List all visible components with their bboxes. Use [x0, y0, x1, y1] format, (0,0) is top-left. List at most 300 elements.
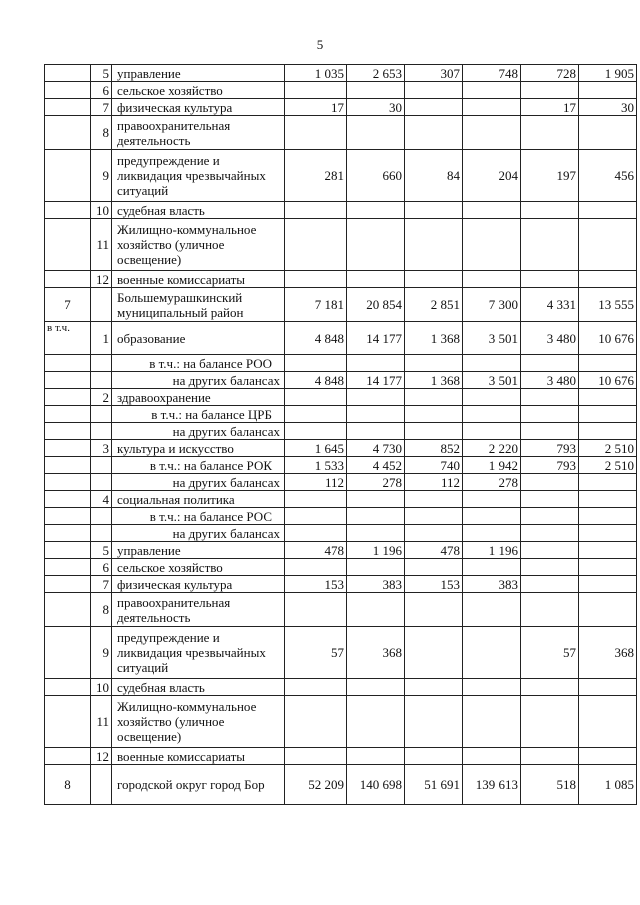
value-cell — [579, 491, 637, 508]
value-cell — [405, 99, 463, 116]
value-cell — [579, 559, 637, 576]
value-cell: 20 854 — [347, 288, 405, 322]
value-cell — [463, 559, 521, 576]
item-number-cell: 8 — [91, 116, 112, 150]
value-cell — [405, 219, 463, 271]
value-cell — [579, 116, 637, 150]
value-cell — [405, 423, 463, 440]
value-cell — [347, 116, 405, 150]
value-cell — [405, 627, 463, 679]
value-cell — [463, 679, 521, 696]
value-cell: 383 — [347, 576, 405, 593]
value-cell: 112 — [405, 474, 463, 491]
table-row — [45, 542, 637, 559]
table-row — [45, 65, 637, 82]
value-cell: 278 — [463, 474, 521, 491]
value-cell: 17 — [521, 99, 579, 116]
item-number-cell — [91, 423, 112, 440]
item-number-cell — [91, 372, 112, 389]
item-name-cell: в т.ч.: на балансе РОО — [112, 355, 285, 372]
row-number-cell — [45, 679, 91, 696]
value-cell: 4 848 — [285, 322, 347, 355]
value-cell — [521, 542, 579, 559]
value-cell — [463, 202, 521, 219]
value-cell: 112 — [285, 474, 347, 491]
item-name-cell: физическая культура — [112, 99, 285, 116]
table-row — [45, 406, 637, 423]
value-cell — [347, 219, 405, 271]
value-cell — [285, 491, 347, 508]
value-cell — [579, 525, 637, 542]
value-cell — [579, 423, 637, 440]
value-cell: 2 220 — [463, 440, 521, 457]
item-name-cell: на других балансах — [112, 474, 285, 491]
value-cell — [285, 593, 347, 627]
table-row — [45, 491, 637, 508]
row-number-cell — [45, 474, 91, 491]
value-cell — [405, 559, 463, 576]
item-name-cell: на других балансах — [112, 372, 285, 389]
value-cell — [347, 593, 405, 627]
value-cell — [579, 389, 637, 406]
value-cell: 728 — [521, 65, 579, 82]
value-cell — [285, 271, 347, 288]
value-cell: 478 — [285, 542, 347, 559]
item-number-cell: 12 — [91, 748, 112, 765]
table-row — [45, 765, 637, 805]
item-name-cell: предупреждение и ликвидация чрезвычайных ситуаций — [112, 627, 285, 679]
item-name-cell: сельское хозяйство — [112, 559, 285, 576]
row-number-cell — [45, 576, 91, 593]
row-number-cell — [45, 542, 91, 559]
value-cell: 4 331 — [521, 288, 579, 322]
value-cell: 1 645 — [285, 440, 347, 457]
value-cell — [405, 508, 463, 525]
value-cell — [463, 406, 521, 423]
value-cell — [521, 508, 579, 525]
row-number-cell — [45, 219, 91, 271]
table-row — [45, 202, 637, 219]
value-cell — [405, 491, 463, 508]
value-cell — [521, 679, 579, 696]
row-number-cell — [45, 593, 91, 627]
value-cell — [579, 748, 637, 765]
value-cell — [521, 406, 579, 423]
row-number-cell — [45, 406, 91, 423]
value-cell — [347, 491, 405, 508]
value-cell: 57 — [285, 627, 347, 679]
item-number-cell — [91, 355, 112, 372]
value-cell: 1 368 — [405, 322, 463, 355]
item-name-cell: военные комиссариаты — [112, 748, 285, 765]
value-cell: 139 613 — [463, 765, 521, 805]
value-cell — [579, 474, 637, 491]
item-number-cell — [91, 474, 112, 491]
value-cell — [521, 389, 579, 406]
value-cell: 84 — [405, 150, 463, 202]
item-number-cell: 2 — [91, 389, 112, 406]
row-number-cell: в т.ч. — [45, 322, 91, 355]
row-number-cell — [45, 748, 91, 765]
value-cell — [463, 219, 521, 271]
value-cell — [579, 679, 637, 696]
value-cell — [579, 82, 637, 99]
value-cell: 13 555 — [579, 288, 637, 322]
value-cell — [521, 219, 579, 271]
value-cell — [285, 679, 347, 696]
value-cell — [347, 202, 405, 219]
table-row — [45, 288, 637, 322]
row-number-cell — [45, 355, 91, 372]
row-number-cell — [45, 440, 91, 457]
value-cell: 197 — [521, 150, 579, 202]
row-number-cell — [45, 559, 91, 576]
value-cell — [347, 696, 405, 748]
item-number-cell: 7 — [91, 99, 112, 116]
value-cell — [347, 389, 405, 406]
table-row — [45, 440, 637, 457]
item-name-cell: в т.ч.: на балансе РОС — [112, 508, 285, 525]
value-cell: 140 698 — [347, 765, 405, 805]
value-cell — [579, 219, 637, 271]
item-name-cell: предупреждение и ликвидация чрезвычайных ситуаций — [112, 150, 285, 202]
value-cell — [579, 696, 637, 748]
value-cell: 1 942 — [463, 457, 521, 474]
value-cell — [405, 406, 463, 423]
row-number-cell — [45, 82, 91, 99]
value-cell: 281 — [285, 150, 347, 202]
item-number-cell — [91, 508, 112, 525]
row-number-cell — [45, 525, 91, 542]
value-cell — [521, 491, 579, 508]
item-name-cell: правоохранительная деятельность — [112, 116, 285, 150]
table-row — [45, 474, 637, 491]
row-number-cell: 8 — [45, 765, 91, 805]
value-cell — [347, 271, 405, 288]
value-cell: 4 848 — [285, 372, 347, 389]
item-name-cell: правоохранительная деятельность — [112, 593, 285, 627]
table-row — [45, 322, 637, 355]
value-cell — [347, 406, 405, 423]
value-cell — [405, 525, 463, 542]
value-cell — [347, 508, 405, 525]
item-number-cell: 3 — [91, 440, 112, 457]
value-cell: 7 181 — [285, 288, 347, 322]
value-cell — [285, 696, 347, 748]
value-cell — [463, 696, 521, 748]
value-cell: 660 — [347, 150, 405, 202]
value-cell — [405, 116, 463, 150]
value-cell — [579, 508, 637, 525]
value-cell: 1 905 — [579, 65, 637, 82]
value-cell: 793 — [521, 457, 579, 474]
value-cell: 3 480 — [521, 372, 579, 389]
table-row — [45, 696, 637, 748]
item-name-cell: на других балансах — [112, 423, 285, 440]
value-cell: 793 — [521, 440, 579, 457]
value-cell — [463, 508, 521, 525]
value-cell: 17 — [285, 99, 347, 116]
value-cell — [285, 116, 347, 150]
table-row — [45, 423, 637, 440]
value-cell: 14 177 — [347, 322, 405, 355]
item-number-cell: 1 — [91, 322, 112, 355]
value-cell — [579, 542, 637, 559]
value-cell — [347, 525, 405, 542]
table-row — [45, 559, 637, 576]
value-cell: 153 — [285, 576, 347, 593]
value-cell — [521, 474, 579, 491]
item-number-cell: 12 — [91, 271, 112, 288]
value-cell — [347, 355, 405, 372]
value-cell — [463, 116, 521, 150]
value-cell — [285, 219, 347, 271]
value-cell: 3 501 — [463, 322, 521, 355]
row-number-cell — [45, 150, 91, 202]
value-cell: 14 177 — [347, 372, 405, 389]
table-row — [45, 748, 637, 765]
value-cell: 30 — [579, 99, 637, 116]
row-number-cell — [45, 457, 91, 474]
value-cell — [347, 559, 405, 576]
row-number-cell — [45, 389, 91, 406]
item-name-cell: на других балансах — [112, 525, 285, 542]
table-row — [45, 150, 637, 202]
value-cell — [285, 355, 347, 372]
value-cell — [521, 423, 579, 440]
value-cell: 740 — [405, 457, 463, 474]
item-number-cell — [91, 525, 112, 542]
value-cell: 153 — [405, 576, 463, 593]
table-row — [45, 82, 637, 99]
table-body — [45, 65, 637, 805]
value-cell: 52 209 — [285, 765, 347, 805]
value-cell — [463, 271, 521, 288]
value-cell — [347, 679, 405, 696]
table-row — [45, 389, 637, 406]
value-cell — [285, 423, 347, 440]
item-name-cell: городской округ город Бор — [112, 765, 285, 805]
item-name-cell: Жилищно-коммунальное хозяйство (уличное освещение) — [112, 219, 285, 271]
value-cell: 368 — [579, 627, 637, 679]
value-cell — [285, 406, 347, 423]
value-cell — [285, 559, 347, 576]
value-cell — [405, 679, 463, 696]
value-cell — [347, 423, 405, 440]
value-cell: 1 035 — [285, 65, 347, 82]
value-cell: 2 510 — [579, 457, 637, 474]
value-cell: 4 452 — [347, 457, 405, 474]
value-cell — [405, 748, 463, 765]
value-cell — [405, 696, 463, 748]
value-cell: 3 501 — [463, 372, 521, 389]
item-number-cell — [91, 288, 112, 322]
value-cell — [521, 696, 579, 748]
value-cell — [285, 82, 347, 99]
value-cell: 2 510 — [579, 440, 637, 457]
value-cell — [521, 525, 579, 542]
value-cell: 57 — [521, 627, 579, 679]
value-cell: 278 — [347, 474, 405, 491]
row-number-cell — [45, 116, 91, 150]
row-number-cell — [45, 491, 91, 508]
item-number-cell: 7 — [91, 576, 112, 593]
value-cell — [285, 508, 347, 525]
value-cell — [463, 99, 521, 116]
row-number-cell — [45, 627, 91, 679]
value-cell: 368 — [347, 627, 405, 679]
value-cell: 478 — [405, 542, 463, 559]
value-cell — [521, 593, 579, 627]
value-cell: 10 676 — [579, 372, 637, 389]
row-number-cell — [45, 696, 91, 748]
value-cell: 1 368 — [405, 372, 463, 389]
value-cell: 1 196 — [463, 542, 521, 559]
value-cell — [463, 491, 521, 508]
value-cell — [579, 406, 637, 423]
item-number-cell: 6 — [91, 559, 112, 576]
item-number-cell: 5 — [91, 542, 112, 559]
value-cell — [521, 116, 579, 150]
item-name-cell: Большемурашкинский муниципальный район — [112, 288, 285, 322]
value-cell — [405, 593, 463, 627]
value-cell — [579, 271, 637, 288]
value-cell — [347, 748, 405, 765]
value-cell — [285, 748, 347, 765]
item-name-cell: социальная политика — [112, 491, 285, 508]
value-cell — [579, 355, 637, 372]
item-name-cell: сельское хозяйство — [112, 82, 285, 99]
item-name-cell: военные комиссариаты — [112, 271, 285, 288]
value-cell — [285, 525, 347, 542]
value-cell — [579, 593, 637, 627]
table-row — [45, 355, 637, 372]
value-cell — [463, 82, 521, 99]
item-name-cell: здравоохранение — [112, 389, 285, 406]
table-row — [45, 627, 637, 679]
value-cell: 383 — [463, 576, 521, 593]
value-cell: 7 300 — [463, 288, 521, 322]
row-number-cell — [45, 99, 91, 116]
table-row — [45, 508, 637, 525]
row-number-cell — [45, 372, 91, 389]
item-number-cell: 10 — [91, 202, 112, 219]
item-name-cell: судебная власть — [112, 679, 285, 696]
budget-table — [44, 64, 637, 805]
item-number-cell: 9 — [91, 627, 112, 679]
value-cell — [347, 82, 405, 99]
item-name-cell: образование — [112, 322, 285, 355]
item-number-cell: 6 — [91, 82, 112, 99]
table-row — [45, 271, 637, 288]
item-name-cell: управление — [112, 542, 285, 559]
row-number-cell — [45, 423, 91, 440]
item-name-cell: управление — [112, 65, 285, 82]
value-cell: 307 — [405, 65, 463, 82]
value-cell: 748 — [463, 65, 521, 82]
value-cell: 2 851 — [405, 288, 463, 322]
row-number-cell — [45, 202, 91, 219]
value-cell: 518 — [521, 765, 579, 805]
table-row — [45, 99, 637, 116]
value-cell: 2 653 — [347, 65, 405, 82]
item-name-cell: судебная власть — [112, 202, 285, 219]
row-number-cell — [45, 271, 91, 288]
item-name-cell: в т.ч.: на балансе ЦРБ — [112, 406, 285, 423]
value-cell — [405, 271, 463, 288]
item-number-cell — [91, 765, 112, 805]
value-cell — [521, 748, 579, 765]
value-cell — [463, 593, 521, 627]
value-cell: 1 085 — [579, 765, 637, 805]
item-name-cell: физическая культура — [112, 576, 285, 593]
value-cell — [521, 576, 579, 593]
item-name-cell: в т.ч.: на балансе РОК — [112, 457, 285, 474]
value-cell — [579, 202, 637, 219]
value-cell: 204 — [463, 150, 521, 202]
value-cell: 30 — [347, 99, 405, 116]
item-number-cell: 5 — [91, 65, 112, 82]
value-cell — [463, 525, 521, 542]
value-cell — [405, 202, 463, 219]
value-cell — [579, 576, 637, 593]
value-cell — [463, 748, 521, 765]
item-name-cell: культура и искусство — [112, 440, 285, 457]
item-number-cell: 4 — [91, 491, 112, 508]
value-cell: 1 533 — [285, 457, 347, 474]
value-cell: 1 196 — [347, 542, 405, 559]
value-cell — [521, 355, 579, 372]
table-row — [45, 116, 637, 150]
item-number-cell: 11 — [91, 696, 112, 748]
row-number-cell — [45, 508, 91, 525]
value-cell — [285, 389, 347, 406]
table-row — [45, 679, 637, 696]
value-cell: 4 730 — [347, 440, 405, 457]
value-cell — [405, 82, 463, 99]
value-cell — [463, 627, 521, 679]
item-number-cell: 10 — [91, 679, 112, 696]
table-row — [45, 457, 637, 474]
table-row — [45, 593, 637, 627]
item-name-cell: Жилищно-коммунальное хозяйство (уличное освещение) — [112, 696, 285, 748]
item-number-cell — [91, 406, 112, 423]
value-cell — [521, 271, 579, 288]
value-cell: 456 — [579, 150, 637, 202]
value-cell — [405, 355, 463, 372]
item-number-cell: 11 — [91, 219, 112, 271]
value-cell — [521, 202, 579, 219]
table-row — [45, 372, 637, 389]
value-cell: 51 691 — [405, 765, 463, 805]
table-row — [45, 525, 637, 542]
value-cell — [521, 559, 579, 576]
value-cell — [463, 389, 521, 406]
value-cell: 852 — [405, 440, 463, 457]
value-cell: 3 480 — [521, 322, 579, 355]
value-cell — [405, 389, 463, 406]
table-row — [45, 219, 637, 271]
value-cell — [285, 202, 347, 219]
row-number-cell — [45, 65, 91, 82]
table-row — [45, 576, 637, 593]
item-number-cell: 8 — [91, 593, 112, 627]
page-number: 5 — [316, 37, 324, 52]
value-cell — [521, 82, 579, 99]
value-cell — [463, 355, 521, 372]
item-number-cell: 9 — [91, 150, 112, 202]
item-number-cell — [91, 457, 112, 474]
